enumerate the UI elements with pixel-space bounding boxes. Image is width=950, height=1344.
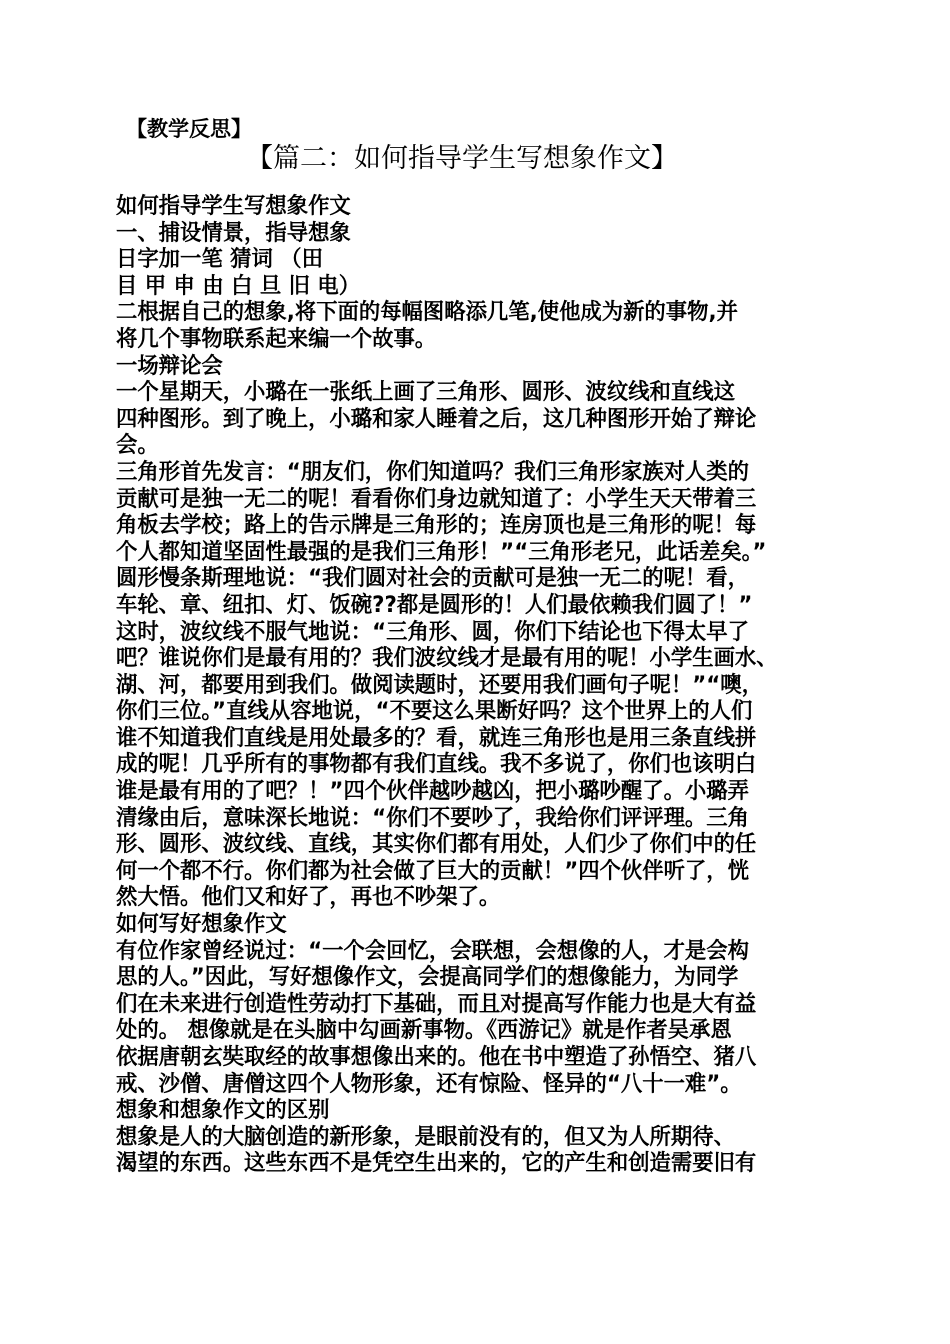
text-line: 一场辩论会: [116, 353, 223, 379]
text-line: 如何指导学生写想象作文: [116, 194, 351, 219]
text-line: 如何写好想象作文: [116, 912, 287, 938]
text-line: 依据唐朝玄奘取经的故事想像出来的。他在书中塑造了孙悟空、猪八: [116, 1045, 757, 1070]
text-line: 个人都知道坚固性最强的是我们三角形！”“三角形老兄，此话差矣。”: [116, 539, 767, 565]
text-line: 戒、沙僧、唐僧这四个人物形象，还有惊险、怪异的“八十一难”。: [116, 1071, 742, 1097]
text-line: 角板去学校；路上的告示牌是三角形的；连房顶也是三角形的呢！每: [116, 513, 757, 539]
text-line: 贡献可是独一无二的呢！看看你们身边就知道了：小学生天天带着三: [116, 486, 757, 512]
text-line: 渴望的东西。这些东西不是凭空生出来的，它的产生和创造需要旧有: [116, 1151, 757, 1177]
text-line: 圆形慢条斯理地说：“我们圆对社会的贡献可是独一无二的呢！看，: [116, 566, 749, 592]
text-line: 何一个都不行。你们都为社会做了巨大的贡献！”四个伙伴听了，恍: [116, 858, 749, 884]
text-line: 有位作家曾经说过：“一个会回忆，会联想，会想像的人，才是会构: [116, 938, 749, 964]
text-line: 这时，波纹线不服气地说：“三角形、圆，你们下结论也下得太早了: [116, 619, 749, 645]
document-body: [116, 194, 852, 1178]
text-line: 谁不知道我们直线是用处最多的？看，就连三角形也是用三条直线拼: [116, 725, 757, 751]
text-line: 处的。 想像就是在头脑中勾画新事物。《西游记》就是作者吴承恩: [116, 1018, 732, 1044]
text-line: 将几个事物联系起来编一个故事。: [116, 326, 437, 352]
text-line: 三角形首先发言：“朋友们，你们知道吗？我们三角形家族对人类的: [116, 459, 749, 485]
section-label: 【教学反思】: [126, 117, 252, 141]
text-line: 湖、河，都要用到我们。做阅读题时，还要用我们画句子呢！”“噢，: [116, 672, 763, 698]
text-line: 清缘由后，意味深长地说：“你们不要吵了，我给你们评评理。三角: [116, 805, 749, 831]
text-line: 日字加一笔 猜词 （田: [116, 247, 323, 273]
text-line: 一、捕设情景，指导想象: [116, 220, 351, 246]
text-line: 思的人。”因此，写好想像作文，会提高同学们的想像能力，为同学: [116, 965, 739, 991]
text-line: 想象是人的大脑创造的新形象，是眼前没有的，但又为人所期待、: [116, 1124, 735, 1150]
text-line: 形、圆形、波纹线、直线，其实你们都有用处，人们少了你们中的任: [116, 832, 757, 858]
text-line: 车轮、章、纽扣、灯、饭碗??都是圆形的！人们最依赖我们圆了！”: [116, 592, 753, 618]
document-title: 【篇二：如何指导学生写想象作文】: [246, 143, 678, 174]
text-line: 成的呢！几乎所有的事物都有我们直线。我不多说了，你们也该明白: [116, 752, 757, 778]
text-line: 然大悟。他们又和好了，再也不吵架了。: [116, 885, 501, 911]
text-line: 一个星期天，小璐在一张纸上画了三角形、圆形、波纹线和直线这: [116, 380, 735, 406]
text-line: 谁是最有用的了吧？！”四个伙伴越吵越凶，把小璐吵醒了。小璐弄: [116, 779, 749, 805]
text-line: 想象和想象作文的区别: [116, 1098, 330, 1124]
text-line: 四种图形。到了晚上，小璐和家人睡着之后，这几种图形开始了辩论: [116, 406, 757, 432]
text-line: 吧？谁说你们是最有用的？我们波纹线才是最有用的呢！小学生画水、: [116, 646, 778, 672]
text-line: 会。: [116, 433, 159, 459]
text-line: 们在未来进行创造性劳动打下基础，而且对提高写作能力也是大有益: [116, 991, 757, 1017]
text-line: 二根据自己的想象,将下面的每幅图略添几笔,使他成为新的事物,并: [116, 300, 738, 326]
text-line: 你们三位。”直线从容地说，“不要这么果断好吗？这个世界上的人们: [116, 699, 753, 725]
text-line: 目 甲 申 由 白 旦 旧 电）: [116, 273, 361, 299]
